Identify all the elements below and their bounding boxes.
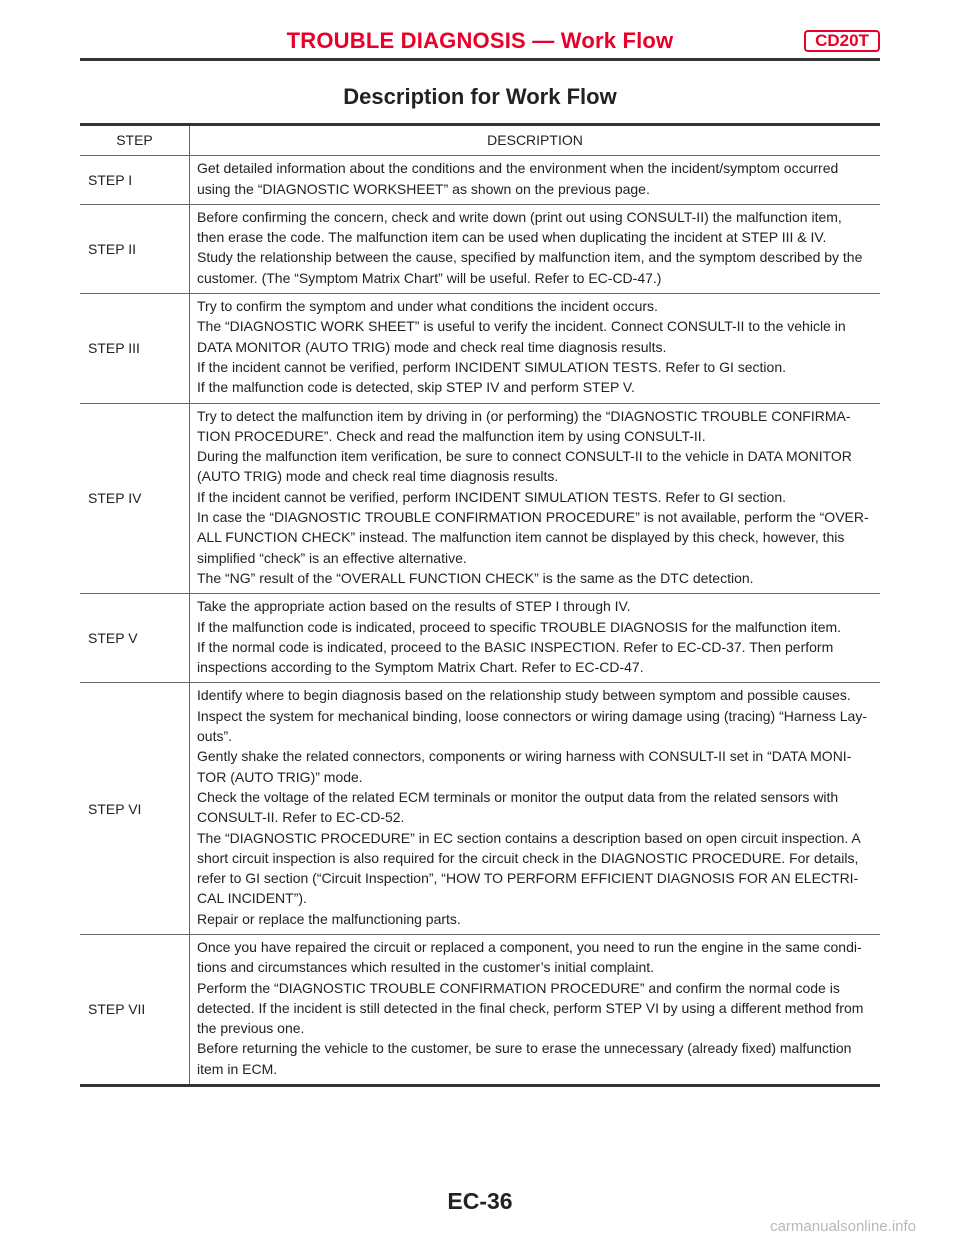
description-line: Check the voltage of the related ECM terminals or monitor the output data from the related sensors with (197, 788, 839, 805)
work-flow-table (80, 123, 880, 1087)
description-line: CONSULT-II. Refer to EC-CD-52. (197, 809, 405, 826)
description-line: Take the appropriate action based on the results of STEP I through IV. (197, 598, 631, 615)
step-label: STEP VI (80, 683, 190, 935)
description-line: Try to detect the malfunction item by driving in (or performing) the “DIAGNOSTIC TROUBLE CONFIRMA- (197, 407, 851, 424)
description-line: Get detailed information about the conditions and the environment when the incident/symptom occurred (197, 160, 839, 177)
step-label: STEP III (80, 294, 190, 403)
step-label: STEP VII (80, 934, 190, 1085)
table-row (80, 204, 880, 293)
table-row (80, 294, 880, 403)
description-line: simplified “check” is an effective alternative. (197, 549, 467, 566)
table-header-row (80, 125, 880, 156)
description-line: During the malfunction item verification, be sure to connect CONSULT-II to the vehicle in DATA MONITOR (197, 448, 852, 465)
description-line: Identify where to begin diagnosis based on the relationship study between symptom and possible causes. (197, 687, 851, 704)
description-line: If the malfunction code is detected, skip STEP IV and perform STEP V. (197, 379, 635, 396)
table-body (80, 156, 880, 1086)
table-row (80, 403, 880, 594)
page-title: Description for Work Flow (343, 84, 617, 109)
header-rule (80, 58, 880, 61)
description-line: The “DIAGNOSTIC WORK SHEET” is useful to verify the incident. Connect CONSULT-II to the vehicle in (197, 318, 846, 335)
description-line: If the incident cannot be verified, perform INCIDENT SIMULATION TESTS. Refer to GI section. (197, 358, 786, 375)
description-line: Once you have repaired the circuit or replaced a component, you need to run the engine in the same condi- (197, 938, 862, 955)
engine-code-badge: CD20T (804, 30, 880, 52)
description-line: If the malfunction code is indicated, proceed to specific TROUBLE DIAGNOSIS for the malfunction item. (197, 618, 842, 635)
description-line: outs”. (197, 728, 233, 745)
column-header-step: STEP (80, 125, 190, 156)
step-label: STEP V (80, 594, 190, 683)
description-line: inspections according to the Symptom Matrix Chart. Refer to EC-CD-47. (197, 659, 644, 676)
description-line: using the “DIAGNOSTIC WORKSHEET” as shown on the previous page. (197, 180, 650, 197)
description-line: the previous one. (197, 1020, 305, 1037)
description-line: Study the relationship between the cause, specified by malfunction item, and the symptom described by the (197, 249, 863, 266)
step-label: STEP IV (80, 403, 190, 594)
step-description (190, 156, 881, 205)
description-line: then erase the code. The malfunction item can be used when duplicating the incident at STEP III & IV. (197, 229, 827, 246)
header-title: TROUBLE DIAGNOSIS — Work Flow (286, 28, 674, 53)
description-line: DATA MONITOR (AUTO TRIG) mode and check real time diagnosis results. (197, 338, 667, 355)
step-description (190, 594, 881, 683)
description-line: TOR (AUTO TRIG)” mode. (197, 768, 363, 785)
description-line: short circuit inspection is also required for the circuit check in the DIAGNOSTIC PROCEDURE. For details, (197, 849, 859, 866)
step-label: STEP II (80, 204, 190, 293)
table-row (80, 594, 880, 683)
description-line: detected. If the incident is still detected in the final check, perform STEP VI by using a different method from (197, 999, 864, 1016)
description-line: Perform the “DIAGNOSTIC TROUBLE CONFIRMATION PROCEDURE” and confirm the normal code is (197, 979, 840, 996)
table-row (80, 934, 880, 1085)
step-description (190, 204, 881, 293)
description-line: Gently shake the related connectors, components or wiring harness with CONSULT-II set in “DATA MONI- (197, 748, 852, 765)
description-line: In case the “DIAGNOSTIC TROUBLE CONFIRMATION PROCEDURE” is not available, perform the “OVER- (197, 509, 869, 526)
step-description (190, 294, 881, 403)
description-line: customer. (The “Symptom Matrix Chart” will be useful. Refer to EC-CD-47.) (197, 269, 662, 286)
table-row (80, 683, 880, 935)
description-line: Try to confirm the symptom and under what conditions the incident occurs. (197, 298, 658, 315)
description-line: item in ECM. (197, 1060, 278, 1077)
description-line: Inspect the system for mechanical binding, loose connectors or wiring damage using (tracing) “Harness Lay- (197, 707, 867, 724)
description-line: The “NG” result of the “OVERALL FUNCTION CHECK” is the same as the DTC detection. (197, 569, 754, 586)
column-header-description: DESCRIPTION (190, 125, 881, 156)
step-description (190, 683, 881, 935)
description-line: The “DIAGNOSTIC PROCEDURE” in EC section contains a description based on open circuit inspection. A (197, 829, 861, 846)
description-line: tions and circumstances which resulted in the customer’s initial complaint. (197, 959, 655, 976)
step-label: STEP I (80, 156, 190, 205)
description-line: If the incident cannot be verified, perform INCIDENT SIMULATION TESTS. Refer to GI section. (197, 488, 786, 505)
description-line: (AUTO TRIG) mode and check real time diagnosis results. (197, 468, 559, 485)
step-description (190, 934, 881, 1085)
description-line: If the normal code is indicated, proceed to the BASIC INSPECTION. Refer to EC-CD-37. Then perform (197, 638, 834, 655)
watermark: carmanualsonline.info (770, 1218, 916, 1235)
table-row (80, 156, 880, 205)
page-number: EC-36 (447, 1188, 513, 1214)
step-description (190, 403, 881, 594)
description-line: Before confirming the concern, check and write down (print out using CONSULT-II) the malfunction item, (197, 208, 842, 225)
description-line: refer to GI section (“Circuit Inspection”, “HOW TO PERFORM EFFICIENT DIAGNOSIS FOR AN ELECTRI- (197, 870, 859, 887)
page-header (80, 30, 880, 56)
description-line: ALL FUNCTION CHECK” instead. The malfunction item cannot be displayed by this check, however, this (197, 529, 845, 546)
description-line: Before returning the vehicle to the customer, be sure to erase the unnecessary (already fixed) malfunction (197, 1040, 852, 1057)
description-line: TION PROCEDURE”. Check and read the malfunction item by using CONSULT-II. (197, 427, 706, 444)
description-line: CAL INCIDENT”). (197, 890, 307, 907)
description-line: Repair or replace the malfunctioning parts. (197, 910, 461, 927)
